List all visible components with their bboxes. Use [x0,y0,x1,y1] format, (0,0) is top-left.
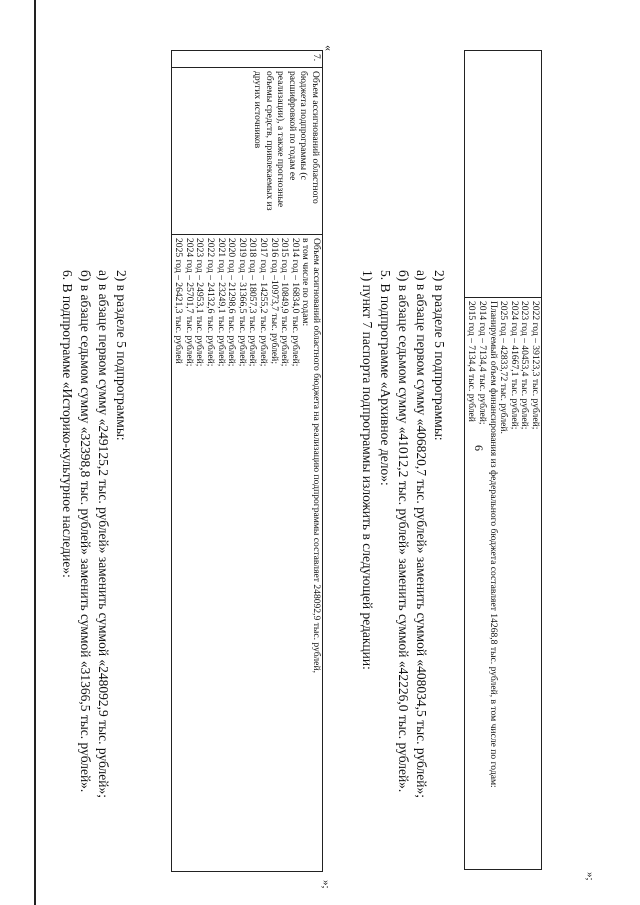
table2-end-mark: »; [320,880,332,889]
table2-line: 2020 год – 21298,6 тыс. рублей; [226,238,238,367]
table2-line: Объем ассигнований областного бюджета на реализацию подпрограммы составляет 248092,9 тыс. рублей, [311,238,322,673]
table1-line: 2015 год – 7134,4 тыс. рублей [466,301,478,422]
quote-open: « [322,45,336,51]
page-number: 6 [472,445,486,451]
paragraph: б) в абзаце седьмом сумму «32398,8 тыс. рублей» заменить суммой «31366,5 тыс. рублей». [78,270,93,793]
table1-line: 2023 год – 40453,4 тыс. рублей; [519,301,531,430]
table1-line: 2022 год – 39123,3 тыс. рублей; [530,301,541,430]
table2-line: 2025 год – 26421,3 тыс. рублей [173,238,185,364]
item-label: Объем ассигнований областного бюджета подпрограммы (с расшифровкой по годам ее реализации), а также прогнозные объемы средств, привлекаемых из других источников [171,68,322,235]
table1-line: 2025 год – 42833,72 тыс. рублей. [498,301,510,434]
table2-line: 2024 год – 25701,7 тыс. рублей; [183,238,195,367]
table1-line: Планируемый объем финансирования из федерального бюджета составляет 14268,8 тыс. рублей, в том числе по годам: [487,301,499,788]
table2-line: 2023 год – 24953,1 тыс. рублей; [194,238,206,367]
table2-line: 2014 год – 16834,0 тыс. рублей; [289,238,301,367]
paragraph: 1) пункт 7 паспорта подпрограммы изложить в следующей редакции: [360,270,375,670]
paragraph: б) в абзаце седьмом сумму «41012,2 тыс. рублей» заменить суммой «42226,0 тыс. рублей». [396,270,411,793]
paragraph: 5. В подпрограмме «Архивное дело»: [378,270,393,486]
table1-right-cell [464,298,541,870]
table1-line: 2014 год – 7134,4 тыс. рублей; [477,301,489,425]
paragraph: 6. В подпрограмме «Историко-культурное наследие»: [60,270,75,578]
table2-line: 2018 год – 18057,3 тыс. рублей; [247,238,259,367]
table1-end-mark: »; [584,872,596,881]
scan-edge-line [34,0,36,905]
table2-line: 2021 год – 23249,1 тыс. рублей; [215,238,227,367]
table1-left-cell [464,51,541,298]
paragraph: 2) в разделе 5 подпрограммы: [114,270,129,441]
paragraph: 2) в разделе 5 подпрограммы: [432,270,447,441]
table2-line: 2022 год – 24132,6 тыс. рублей; [205,238,217,367]
paragraph: а) в абзаце первом сумму «249125,2 тыс. рублей» заменить суммой «248092,9 тыс. рублей»; [96,270,111,799]
table-continuation [464,50,542,870]
table2-line: 2015 год – 10849,9 тыс. рублей; [279,238,291,367]
passport-table [171,50,323,872]
table2-line: 2019 год – 31366,5 тыс. рублей; [236,238,248,367]
table2-line: 2017 год – 14255,2 тыс. рублей; [258,238,270,367]
table2-line: в том числе по годам: [300,238,312,327]
table2-line: 2016 год –10973,7 тыс. рублей; [268,238,280,364]
paragraph: а) в абзаце первом сумму «406820,7 тыс. рублей» заменить суммой «408034,5 тыс. рублей»; [414,270,429,799]
item-number: 7. [171,51,322,68]
item-value [171,235,322,872]
table1-line: 2024 год – 41667,1 тыс. рублей; [508,301,520,430]
